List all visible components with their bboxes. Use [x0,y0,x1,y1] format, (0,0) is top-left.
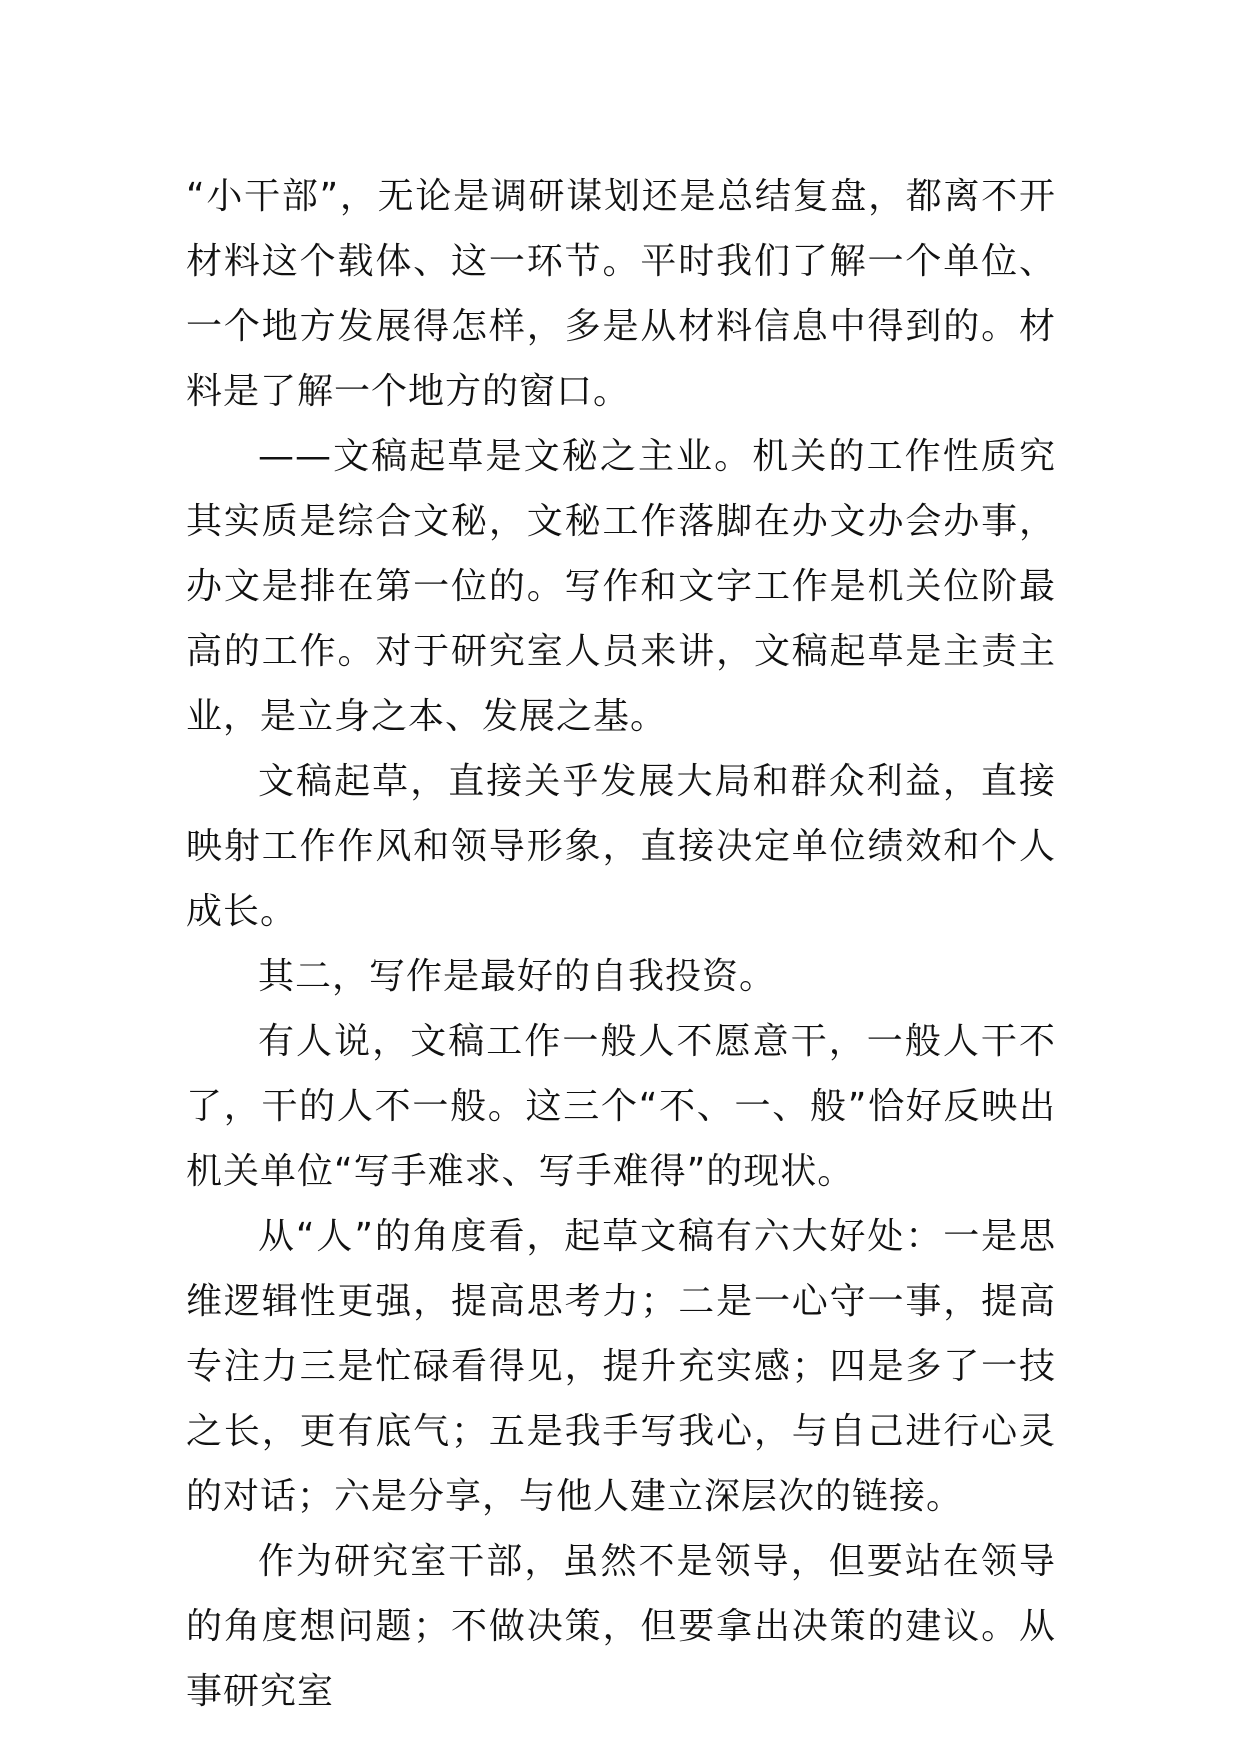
paragraph-1: “小干部”，无论是调研谋划还是总结复盘，都离不开材料这个载体、这一环节。平时我们了解一个单位、一个地方发展得怎样，多是从材料信息中得到的。材料是了解一个地方的窗口。 [186,176,1056,412]
body-text [186,164,1056,1724]
paragraph-7: 作为研究室干部，虽然不是领导，但要站在领导的角度想问题；不做决策，但要拿出决策的建议。从事研究室 [186,1541,1056,1712]
paragraph-6: 从“人”的角度看，起草文稿有六大好处：一是思维逻辑性更强，提高思考力；二是一心守一事，提高专注力三是忙碌看得见，提升充实感；四是多了一技之长，更有底气；五是我手写我心，与自己进行心灵的对话；六是分享，与他人建立深层次的链接。 [186,1216,1056,1517]
paragraph-2: ——文稿起草是文秘之主业。机关的工作性质究其实质是综合文秘，文秘工作落脚在办文办会办事，办文是排在第一位的。写作和文字工作是机关位阶最高的工作。对于研究室人员来讲，文稿起草是主责主业，是立身之本、发展之基。 [186,436,1056,737]
paragraph-5: 有人说，文稿工作一般人不愿意干，一般人干不了，干的人不一般。这三个“不、一、般”恰好反映出机关单位“写手难求、写手难得”的现状。 [186,1021,1056,1192]
paragraph-4: 其二，写作是最好的自我投资。 [258,956,777,997]
paragraph-3: 文稿起草，直接关乎发展大局和群众利益，直接映射工作作风和领导形象，直接决定单位绩效和个人成长。 [186,761,1056,932]
